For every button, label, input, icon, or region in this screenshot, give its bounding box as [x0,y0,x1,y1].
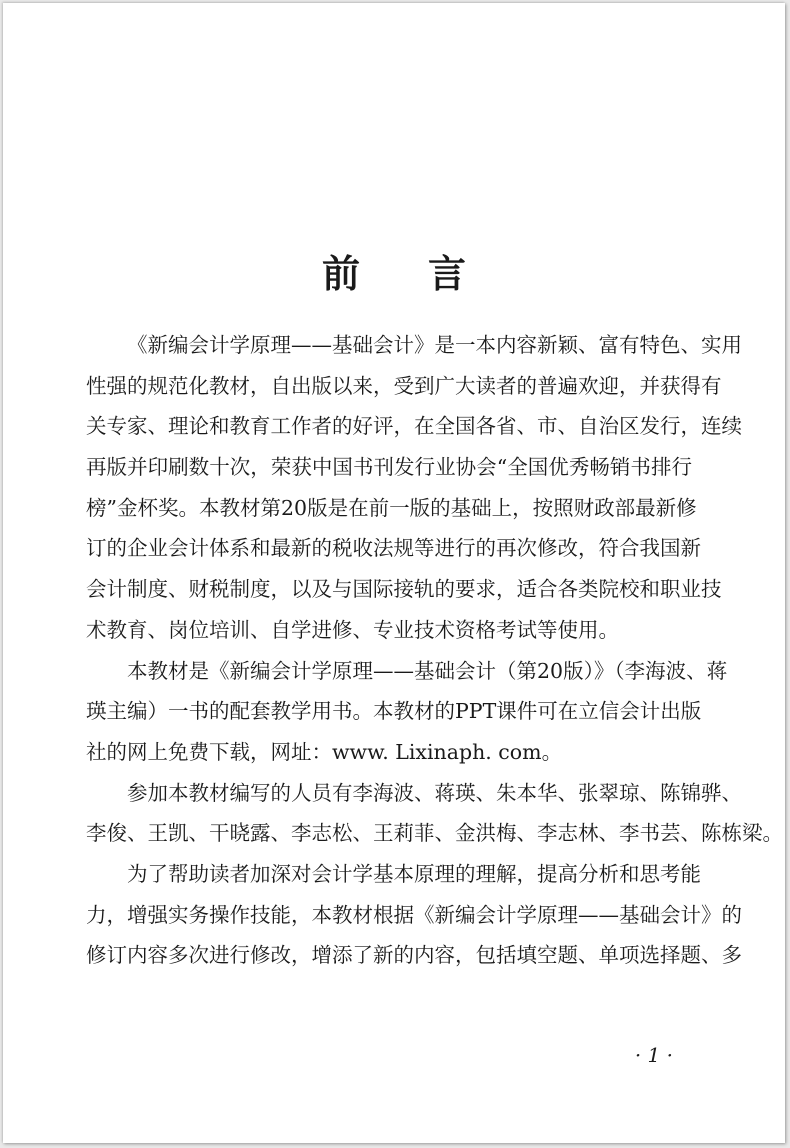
paragraph-2 [86,651,728,773]
text-line: 会计制度、财税制度，以及与国际接轨的要求，适合各类院校和职业技 [86,577,722,602]
document-page [3,3,785,1143]
paragraph-3 [86,773,783,854]
preface-body [86,325,783,976]
paragraph-4 [86,854,742,976]
page-title: 前言 [321,251,534,296]
paragraph-1 [86,325,742,651]
text-line: 为了帮助读者加深对会计学基本原理的理解，提高分析和思考能 [127,861,701,886]
text-line: 本教材是《新编会计学原理——基础会计（第20版）》（李海波、蒋 [127,658,728,683]
text-line: 订的企业会计体系和最新的税收法规等进行的再次修改，符合我国新 [86,536,701,561]
text-line: 《新编会计学原理——基础会计》是一本内容新颖、富有特色、实用 [127,333,742,357]
text-line: 社的网上免费下载，网址：www. Lixinaph. com。 [86,739,563,764]
text-line: 榜”金杯奖。本教材第20版是在前一版的基础上，按照财政部最新修 [86,495,697,520]
text-line: 参加本教材编写的人员有李海波、蒋瑛、朱本华、张翠琼、陈锦骅、 [127,780,742,805]
text-line: 力，增强实务操作技能，本教材根据《新编会计学原理——基础会计》的 [86,902,742,927]
page-number: · 1 · [634,1043,673,1067]
text-line: 性强的规范化教材，自出版以来，受到广大读者的普遍欢迎，并获得有 [86,373,722,398]
text-line: 术教育、岗位培训、自学进修、专业技术资格考试等使用。 [86,617,619,642]
text-line: 李俊、王凯、干晓露、李志松、王莉菲、金洪梅、李志林、李书芸、陈栋梁。 [86,821,783,846]
text-line: 再版并印刷数十次，荣获中国书刊发行业协会“全国优秀畅销书排行 [86,455,692,480]
text-line: 修订内容多次进行修改，增添了新的内容，包括填空题、单项选择题、多 [86,943,742,968]
text-line: 瑛主编）一书的配套教学用书。本教材的PPT课件可在立信会计出版 [86,699,702,724]
text-line: 关专家、理论和教育工作者的好评，在全国各省、市、自治区发行，连续 [86,414,742,439]
